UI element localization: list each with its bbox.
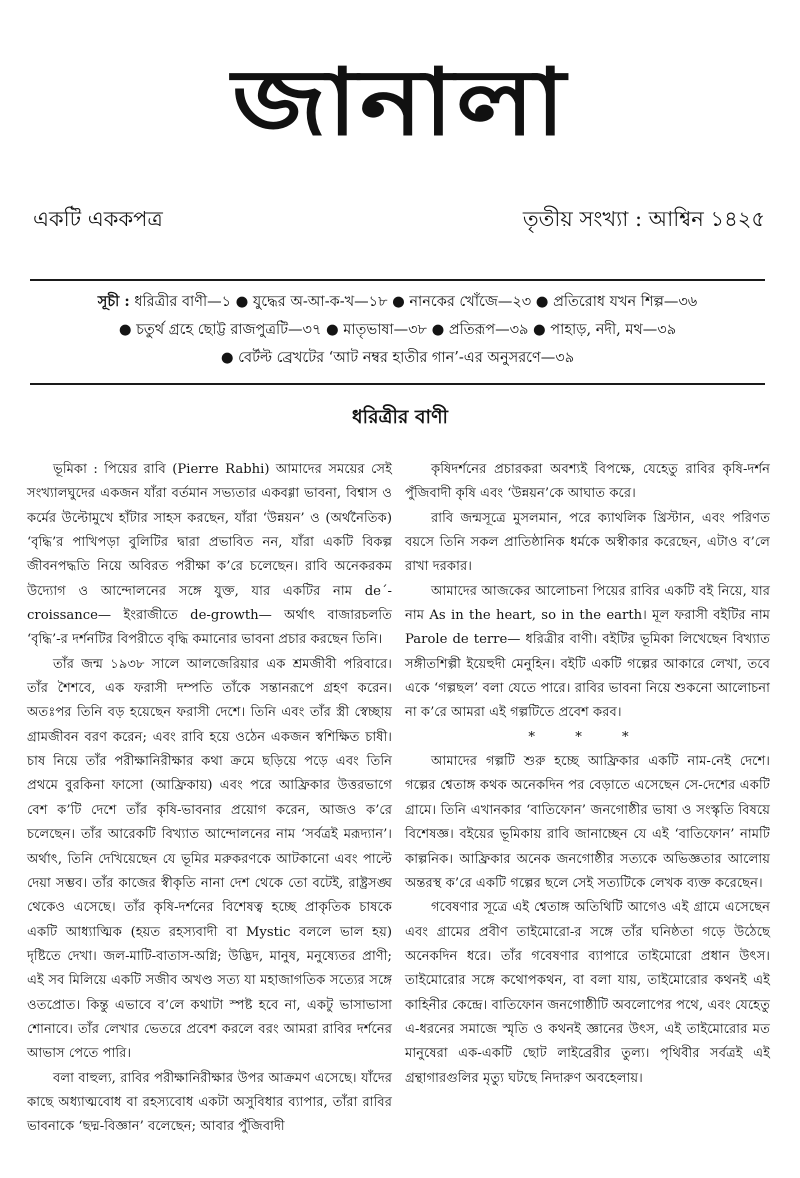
toc-line-2: ● চতুর্থ গ্রহে ছোট্ট রাজপুত্রটি—৩৭ ● মাতৃভাষা—৩৮ ● প্রতিরূপ—৩৯ ● পাহাড়, নদী, মথ—৩৯ — [118, 322, 677, 338]
paragraph: রাবি জন্মসূত্রে মুসলমান, পরে ক্যাথলিক খ্রিস্টান, এবং পরিণত বয়সে তিনি সকল প্রাতিষ্ঠানিক ধর্মকে অস্বীকার করেছেন, এটাও ব’লে রাখা দরকার। — [405, 510, 770, 575]
paragraph: গবেষণার সূত্রে এই শ্বেতাঙ্গ অতিথিটি আগেও এই গ্রামে এসেছেন এবং গ্রামের প্রবীণ তাইমোরো-র সঙ্গে তাঁর ঘনিষ্ঠতা গড়ে উঠেছে অনেকদিন ধরে। তাঁর গবেষণার ব্যাপারে তাইমোরো প্রধান উৎস। তাইমোরোর সঙ্গে কথোপকথন, বা বলা যায়, তাইমোরোর কথনই এই কাহিনীর কেন্দ্রে। বাতিফোন জনগোষ্ঠীটি অবলোপের পথে, এবং যেহেতু এ-ধরনের সমাজে স্মৃতি ও কথনই জ্ঞানের উৎস, এই তাইমোরোর মত মানুষেরা এক-একটি ছোট লাইব্রেরীর তুল্য। পৃথিবীর সর্বত্রই এই গ্রন্থাগারগুলির মৃত্যু ঘটছে নিদারুণ অবহেলায়। — [405, 900, 770, 1086]
masthead — [0, 28, 800, 178]
section-separator: * * * — [528, 729, 647, 745]
masthead-title: জানালা — [232, 49, 568, 156]
right-column — [405, 458, 770, 1091]
top-divider — [30, 279, 765, 281]
paragraph: আমাদের গল্পটি শুরু হচ্ছে আফ্রিকার একটি নাম-নেই দেশে। গল্পের শ্বেতাঙ্গ কথক অনেকদিন পর বেড়াতে এসেছেন সে-দেশের একটি গ্রামে। তিনি এখানকার ‘বাতিফোন’ জনগোষ্ঠীর ভাষা ও সংস্কৃতি বিষয়ে বিশেষজ্ঞ। বইয়ের ভূমিকায় রাবি জানাচ্ছেন যে এই ‘বাতিফোন’ নামটি কাল্পনিক। আফ্রিকার অনেক জনগোষ্ঠীর সত্যকে অভিজ্ঞতার আলোয় অন্তরস্থ ক’রে একটি গল্পের ছলে সেই সত্যটিকে লেখক ব্যক্ত করেছেন। — [405, 754, 770, 891]
issue-info: তৃতীয় সংখ্যা : আশ্বিন ১৪২৫ — [522, 207, 765, 231]
toc-line-1 — [30, 288, 765, 316]
tagline: একটি এককপত্র — [33, 207, 163, 231]
toc-line-1-text: ধরিত্রীর বাণী—১ ● যুদ্ধের অ-আ-ক-খ—১৮ ● নানকের খোঁজে—২৩ ● প্রতিরোধ যখন শিল্প—৩৬ — [134, 294, 698, 310]
toc-label: সূচী : — [97, 293, 130, 310]
paragraph: বলা বাহুল্য, রাবির পরীক্ষানিরীক্ষার উপর আক্রমণ এসেছে। যাঁদের কাছে অধ্যাত্মবোধ বা রহস্যবোধ একটা অসুবিধার ব্যাপার, তাঁরা রাবির ভাবনাকে ‘ছদ্ম-বিজ্ঞান’ বলেছেন; আবার পুঁজিবাদী — [27, 1070, 392, 1135]
article-title: ধরিত্রীর বাণী — [351, 406, 448, 428]
paragraph: আমাদের আজকের আলোচনা পিয়ের রাবির একটি বই নিয়ে, যার নাম As in the heart, so in the earth। মূল ফরাসী বইটির নাম Parole de terre— ধরিত্রীর বাণী। বইটির ভূমিকা লিখেছেন বিখ্যাত সঙ্গীতশিল্পী ইয়েহুদী মেনুহিন। বইটি একটি গল্পের আকারে লেখা, তবে একে ‘গল্পছল’ বলা যেতে পারে। রাবির ভাবনা নিয়ে শুকনো আলোচনা না ক’রে আমরা এই গল্পটিতে প্রবেশ করব। — [405, 583, 770, 721]
paragraph: তাঁর জন্ম ১৯৩৮ সালে আলজেরিয়ার এক শ্রমজীবী পরিবারে। তাঁর শৈশবে, এক ফরাসী দম্পতি তাঁকে সন্তানরূপে গ্রহণ করেন। অতঃপর তিনি বড় হয়েছেন ফরাসী দেশে। তিনি এবং তাঁর স্ত্রী স্বেচ্ছায় গ্রামজীবন বরণ করেন; এবং রাবি হয়ে ওঠেন একজন স্বশিক্ষিত চাষী। চাষ নিয়ে তাঁর পরীক্ষানিরীক্ষার কথা ক্রমে ছড়িয়ে পড়ে এবং তিনি প্রথমে বুরকিনা ফাসো (আফ্রিকায়) এবং পরে আফ্রিকার উত্তরভাগে বেশ ক’টি দেশে তাঁর কৃষি-ভাবনার প্রয়োগ করেন, আজও ক’রে চলেছেন। তাঁর আরেকটি বিখ্যাত আন্দোলনের নাম ‘সর্বত্রই মরূদ্যান’। অর্থাৎ, তিনি দেখিয়েছেন যে ভূমির মরুকরণকে আটকানো এবং পাল্টে দেয়া সম্ভব। তাঁর কাজের স্বীকৃতি নানা দেশ থেকে তো বটেই, রাষ্ট্রসঙ্ঘ থেকেও এসেছে। তাঁর কৃষি-দর্শনের বিশেষত্ব হচ্ছে প্রাকৃতিক চাষকে একটি আধ্যাত্মিক (হয়ত রহস্যবাদী বা Mystic বললে ভাল হয়) দৃষ্টিতে দেখা। জল-মাটি-বাতাস-অগ্নি; উদ্ভিদ, মানুষ, মনুষ্যেতর প্রাণী; এই সব মিলিয়ে একটি সজীব অখণ্ড সত্য যা মহাজাগতিক সত্যের সঙ্গে ওতপ্রোত। কিন্তু এভাবে ব’লে কথাটা স্পষ্ট হবে না, একটু ভাসাভাসা শোনাবে। তাঁর লেখার ভেতরে প্রবেশ করলে বরং আমরা রাবির দর্শনের আভাস পেতে পারি। — [27, 656, 392, 1062]
paragraph: কৃষিদর্শনের প্রচারকরা অবশ্যই বিপক্ষে, যেহেতু রাবির কৃষি-দর্শন পুঁজিবাদী কৃষি এবং ‘উন্নয়ন’কে আঘাত করে। — [405, 462, 770, 502]
left-column — [27, 458, 392, 1140]
table-of-contents — [30, 288, 765, 372]
bottom-divider — [30, 383, 765, 385]
paragraph: ভূমিকা : পিয়ের রাবি (Pierre Rabhi) আমাদের সময়ের সেই সংখ্যালঘুদের একজন যাঁরা বর্তমান সভ্যতার একবগ্গা ভাবনা, বিশ্বাস ও কর্মের উল্টোমুখে হাঁটার সাহস করছেন, যাঁরা ‘উন্নয়ন’ ও (অর্থনৈতিক) ‘বৃদ্ধি’র পাখিপড়া বুলিটির দ্বারা প্রভাবিত নন, যাঁরা একটি বিকল্প জীবনপদ্ধতি নিয়ে অবিরত পরীক্ষা ক’রে চলেছেন। রাবি অনেকরকম উদ্যোগ ও আন্দোলনের সঙ্গে যুক্ত, যার একটির নাম de´-croissance— ইংরাজীতে de-growth— অর্থাৎ বাজারচলতি ‘বৃদ্ধি’-র দর্শনটির বিপরীতে বৃদ্ধি কমানোর ভাবনা প্রচার করছেন তিনি। — [27, 462, 392, 648]
toc-line-3: ● বের্টল্ট ব্রেখটের ‘আট নম্বর হাতীর গান’-এর অনুসরণে—৩৯ — [220, 350, 575, 366]
